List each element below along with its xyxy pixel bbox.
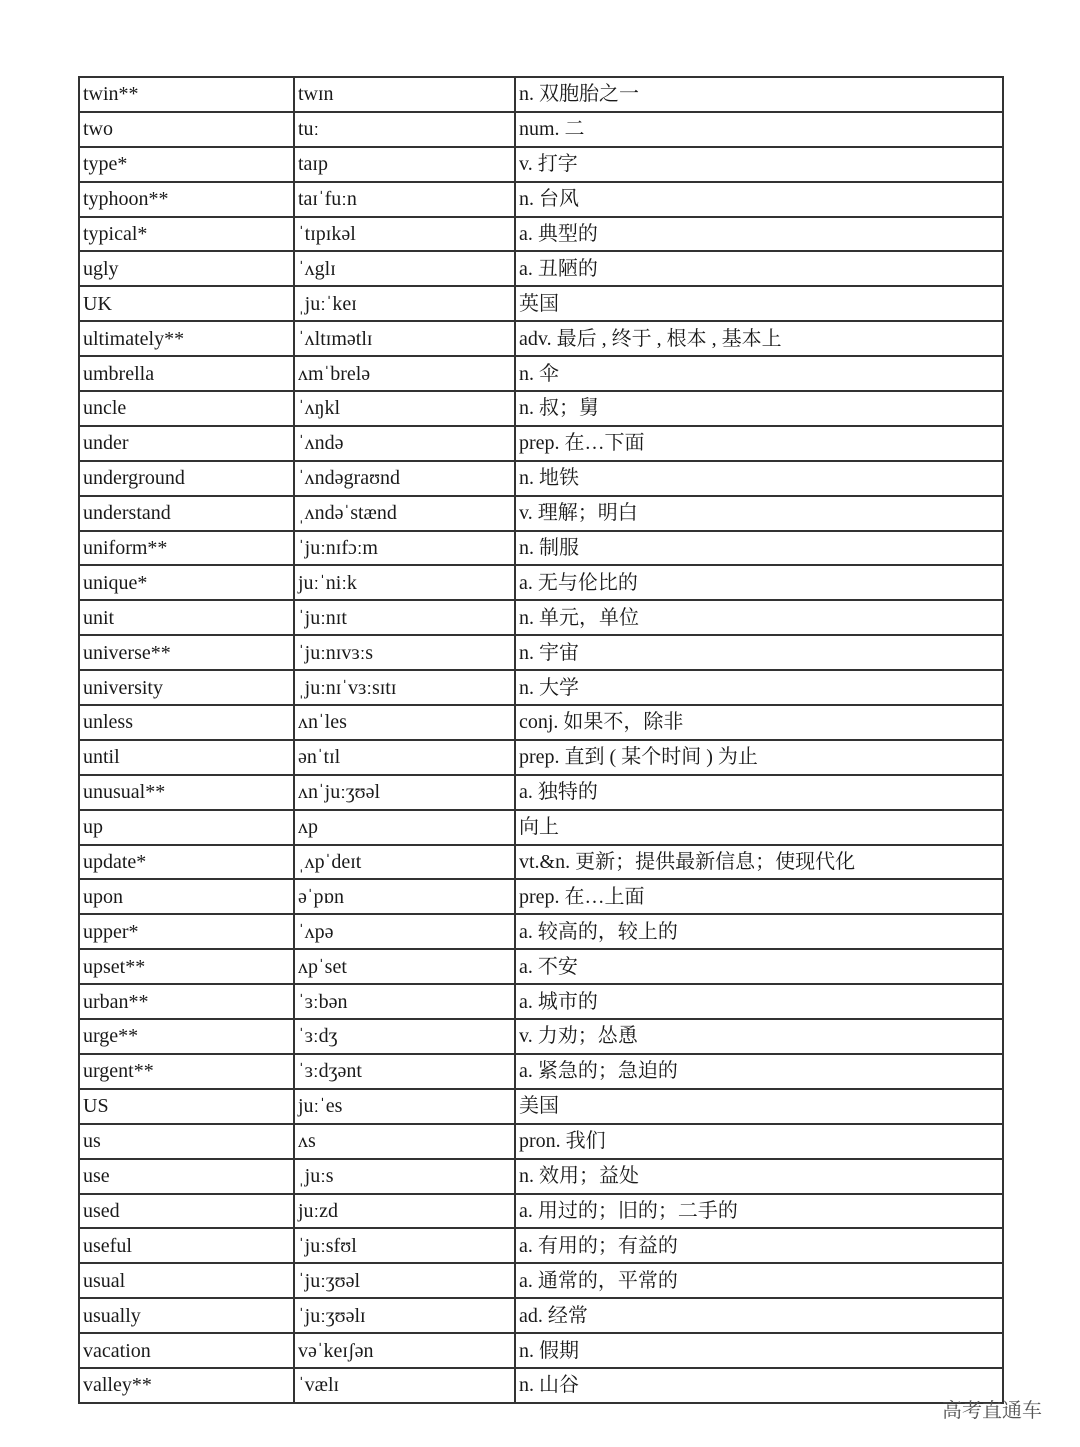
word-cell: US (79, 1089, 294, 1124)
table-row (79, 426, 1003, 461)
table-row (79, 775, 1003, 810)
meaning-cell: prep. 在…下面 (515, 426, 1003, 461)
phonetic-cell: ˈɜːdʒ (294, 1019, 515, 1054)
table-row (79, 112, 1003, 147)
meaning-cell: a. 独特的 (515, 775, 1003, 810)
table-row (79, 1333, 1003, 1368)
meaning-cell: n. 地铁 (515, 461, 1003, 496)
meaning-cell: a. 有用的；有益的 (515, 1228, 1003, 1263)
table-row (79, 356, 1003, 391)
phonetic-cell: ˈjuːʒʊəlɪ (294, 1298, 515, 1333)
word-cell: twin** (79, 77, 294, 112)
phonetic-cell: ˈʌpə (294, 914, 515, 949)
word-cell: urge** (79, 1019, 294, 1054)
table-row (79, 321, 1003, 356)
word-cell: UK (79, 286, 294, 321)
word-cell: university (79, 670, 294, 705)
phonetic-cell: ʌmˈbrelə (294, 356, 515, 391)
word-cell: usual (79, 1263, 294, 1298)
phonetic-cell: taɪˈfuːn (294, 182, 515, 217)
table-row (79, 949, 1003, 984)
meaning-cell: n. 宇宙 (515, 635, 1003, 670)
phonetic-cell: əˈpɒn (294, 879, 515, 914)
word-cell: urgent** (79, 1054, 294, 1089)
phonetic-cell: ʌnˈjuːʒʊəl (294, 775, 515, 810)
table-row (79, 705, 1003, 740)
table-row (79, 461, 1003, 496)
word-cell: uniform** (79, 531, 294, 566)
word-cell: unusual** (79, 775, 294, 810)
phonetic-cell: ˈjuːʒʊəl (294, 1263, 515, 1298)
word-cell: umbrella (79, 356, 294, 391)
phonetic-cell: ˈtɪpɪkəl (294, 217, 515, 252)
meaning-cell: 美国 (515, 1089, 1003, 1124)
phonetic-cell: ˌjuːnɪˈvɜːsɪtɪ (294, 670, 515, 705)
meaning-cell: a. 城市的 (515, 984, 1003, 1019)
meaning-cell: n. 双胞胎之一 (515, 77, 1003, 112)
phonetic-cell: ˌʌndəˈstænd (294, 496, 515, 531)
table-row (79, 391, 1003, 426)
table-row (79, 635, 1003, 670)
word-cell: underground (79, 461, 294, 496)
table-row (79, 845, 1003, 880)
word-cell: ugly (79, 251, 294, 286)
meaning-cell: num. 二 (515, 112, 1003, 147)
word-cell: two (79, 112, 294, 147)
meaning-cell: v. 力劝；怂恿 (515, 1019, 1003, 1054)
table-row (79, 531, 1003, 566)
meaning-cell: conj. 如果不，除非 (515, 705, 1003, 740)
meaning-cell: a. 无与伦比的 (515, 565, 1003, 600)
table-row (79, 286, 1003, 321)
table-row (79, 1194, 1003, 1229)
phonetic-cell: juːˈniːk (294, 565, 515, 600)
word-cell: urban** (79, 984, 294, 1019)
meaning-cell: n. 山谷 (515, 1368, 1003, 1403)
table-row (79, 1019, 1003, 1054)
meaning-cell: v. 打字 (515, 147, 1003, 182)
meaning-cell: prep. 直到 ( 某个时间 ) 为止 (515, 740, 1003, 775)
phonetic-cell: ˈjuːnɪfɔːm (294, 531, 515, 566)
meaning-cell: a. 较高的，较上的 (515, 914, 1003, 949)
phonetic-cell: ˈʌndəgraʊnd (294, 461, 515, 496)
word-cell: use (79, 1159, 294, 1194)
word-cell: usually (79, 1298, 294, 1333)
word-cell: vacation (79, 1333, 294, 1368)
table-row (79, 251, 1003, 286)
phonetic-cell: ˈɜːbən (294, 984, 515, 1019)
meaning-cell: v. 理解；明白 (515, 496, 1003, 531)
phonetic-cell: ˌjuːs (294, 1159, 515, 1194)
meaning-cell: n. 单元，单位 (515, 600, 1003, 635)
table-row (79, 1298, 1003, 1333)
meaning-cell: a. 通常的，平常的 (515, 1263, 1003, 1298)
meaning-cell: a. 用过的；旧的；二手的 (515, 1194, 1003, 1229)
word-cell: upset** (79, 949, 294, 984)
table-row (79, 147, 1003, 182)
phonetic-cell: ˈjuːsfʊl (294, 1228, 515, 1263)
table-row (79, 182, 1003, 217)
word-cell: under (79, 426, 294, 461)
table-row (79, 740, 1003, 775)
vocabulary-table (78, 76, 1004, 1404)
meaning-cell: a. 不安 (515, 949, 1003, 984)
meaning-cell: ad. 经常 (515, 1298, 1003, 1333)
word-cell: ultimately** (79, 321, 294, 356)
phonetic-cell: ʌp (294, 810, 515, 845)
meaning-cell: adv. 最后 , 终于 , 根本 , 基本上 (515, 321, 1003, 356)
word-cell: upper* (79, 914, 294, 949)
phonetic-cell: taɪp (294, 147, 515, 182)
table-row (79, 1228, 1003, 1263)
phonetic-cell: ˌʌpˈdeɪt (294, 845, 515, 880)
word-cell: us (79, 1124, 294, 1159)
phonetic-cell: ˈɜːdʒənt (294, 1054, 515, 1089)
phonetic-cell: ˈjuːnɪvɜːs (294, 635, 515, 670)
phonetic-cell: ənˈtɪl (294, 740, 515, 775)
table-row (79, 1089, 1003, 1124)
word-cell: unless (79, 705, 294, 740)
phonetic-cell: juːˈes (294, 1089, 515, 1124)
word-cell: useful (79, 1228, 294, 1263)
phonetic-cell: ʌnˈles (294, 705, 515, 740)
phonetic-cell: ˌjuːˈkeɪ (294, 286, 515, 321)
table-row (79, 1368, 1003, 1403)
table-row (79, 1124, 1003, 1159)
phonetic-cell: ʌs (294, 1124, 515, 1159)
meaning-cell: a. 典型的 (515, 217, 1003, 252)
meaning-cell: pron. 我们 (515, 1124, 1003, 1159)
table-row (79, 496, 1003, 531)
vocabulary-table-body (79, 77, 1003, 1403)
table-row (79, 810, 1003, 845)
table-row (79, 1054, 1003, 1089)
phonetic-cell: ʌpˈset (294, 949, 515, 984)
phonetic-cell: ˈʌndə (294, 426, 515, 461)
table-row (79, 565, 1003, 600)
table-row (79, 984, 1003, 1019)
phonetic-cell: vəˈkeɪʃən (294, 1333, 515, 1368)
meaning-cell: n. 效用；益处 (515, 1159, 1003, 1194)
phonetic-cell: ˈʌltɪmətlɪ (294, 321, 515, 356)
meaning-cell: 英国 (515, 286, 1003, 321)
word-cell: unit (79, 600, 294, 635)
meaning-cell: prep. 在…上面 (515, 879, 1003, 914)
word-cell: up (79, 810, 294, 845)
word-cell: update* (79, 845, 294, 880)
table-row (79, 217, 1003, 252)
word-cell: understand (79, 496, 294, 531)
word-cell: typhoon** (79, 182, 294, 217)
phonetic-cell: twɪn (294, 77, 515, 112)
meaning-cell: a. 丑陋的 (515, 251, 1003, 286)
word-cell: typical* (79, 217, 294, 252)
word-cell: valley** (79, 1368, 294, 1403)
table-row (79, 670, 1003, 705)
table-row (79, 1263, 1003, 1298)
table-row (79, 879, 1003, 914)
meaning-cell: n. 伞 (515, 356, 1003, 391)
watermark: 高考直通车 (942, 1398, 1042, 1422)
table-row (79, 600, 1003, 635)
word-cell: uncle (79, 391, 294, 426)
table-row (79, 77, 1003, 112)
table-row (79, 914, 1003, 949)
word-cell: upon (79, 879, 294, 914)
phonetic-cell: ˈʌŋkl (294, 391, 515, 426)
meaning-cell: 向上 (515, 810, 1003, 845)
phonetic-cell: juːzd (294, 1194, 515, 1229)
word-cell: unique* (79, 565, 294, 600)
meaning-cell: a. 紧急的；急迫的 (515, 1054, 1003, 1089)
phonetic-cell: ˈʌglɪ (294, 251, 515, 286)
meaning-cell: n. 大学 (515, 670, 1003, 705)
meaning-cell: n. 假期 (515, 1333, 1003, 1368)
phonetic-cell: tuː (294, 112, 515, 147)
word-cell: type* (79, 147, 294, 182)
phonetic-cell: ˈvælɪ (294, 1368, 515, 1403)
word-cell: used (79, 1194, 294, 1229)
word-cell: until (79, 740, 294, 775)
meaning-cell: n. 制服 (515, 531, 1003, 566)
meaning-cell: n. 台风 (515, 182, 1003, 217)
word-cell: universe** (79, 635, 294, 670)
table-row (79, 1159, 1003, 1194)
phonetic-cell: ˈjuːnɪt (294, 600, 515, 635)
meaning-cell: n. 叔；舅 (515, 391, 1003, 426)
meaning-cell: vt.&n. 更新；提供最新信息；使现代化 (515, 845, 1003, 880)
